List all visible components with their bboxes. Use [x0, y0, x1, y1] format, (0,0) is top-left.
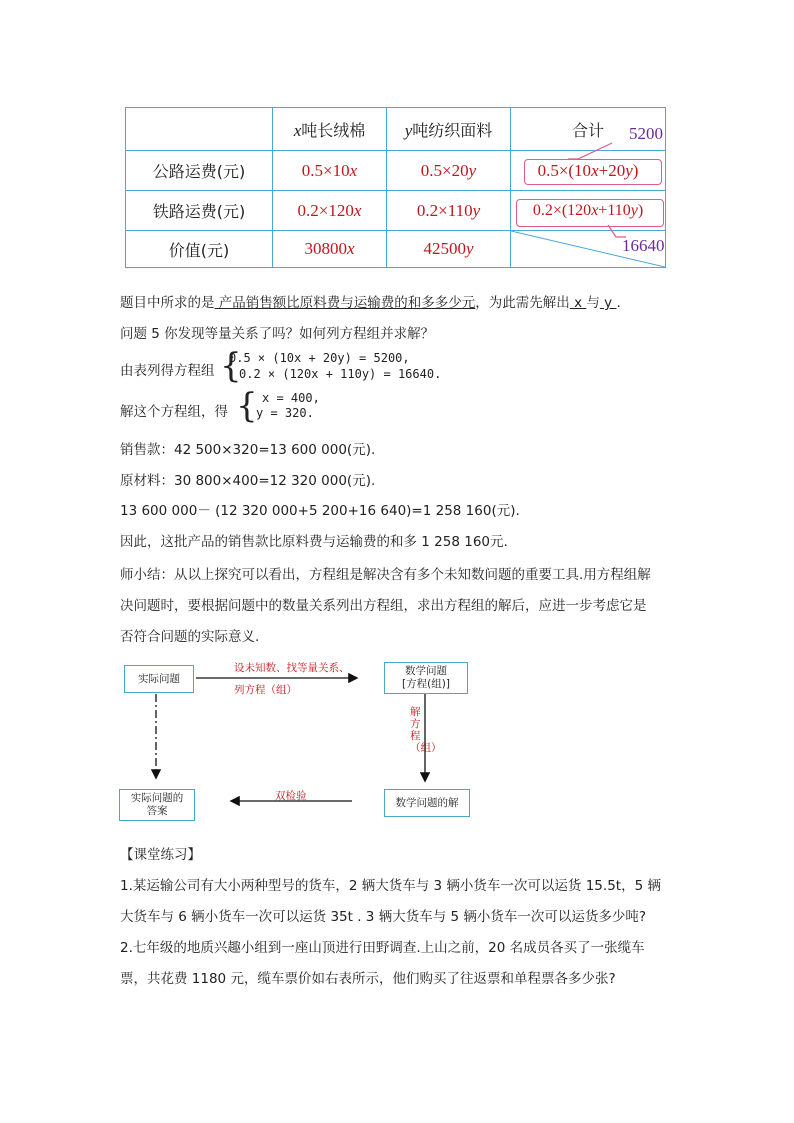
arrow-label-solve: 解方程（组） — [410, 706, 442, 754]
row-label-value: 价值(元) — [126, 231, 273, 268]
cell-highway-total: 0.5×(10x+20y) — [511, 151, 666, 191]
callout-5200: 5200 — [629, 124, 663, 143]
question-5: 问题 5 你发现等量关系了吗？如何列方程组并求解？ — [120, 326, 435, 342]
callout-16640: 16640 — [622, 236, 665, 255]
cell-railway-fabric: 0.2×110y — [387, 191, 511, 231]
exercise-q2-line2: 票，共花费 1180 元，缆车票价如右表所示，他们购买了往返票和单程票各多少张? — [120, 971, 616, 987]
box-math-problem: 数学问题 [方程(组)] — [384, 662, 468, 694]
material-calc: 原材料：30 800×400=12 320 000(元). — [120, 473, 376, 489]
box-math-solution: 数学问题的解 — [384, 789, 470, 817]
cell-value-cotton: 30800x — [273, 231, 387, 268]
row-label-railway: 铁路运费(元) — [126, 191, 273, 231]
header-cotton: x吨长绒棉 — [273, 108, 387, 151]
cell-highway-fabric: 0.5×20y — [387, 151, 511, 191]
solution-label: 解这个方程组，得 — [120, 404, 228, 420]
equation-2: 0.2 × (120x + 110y) = 16640. — [239, 367, 442, 381]
sales-calc: 销售款：42 500×320=13 600 000(元). — [120, 442, 376, 458]
cell-value-fabric: 42500y — [387, 231, 511, 268]
exercise-q2-line1: 2.七年级的地质兴趣小组到一座山顶进行田野调查.上山之前，20 名成员各买了一张缆车 — [120, 940, 645, 956]
solution-brace: { — [236, 386, 258, 426]
summary-line-1: 师小结：从以上探究可以看出，方程组是解决含有多个未知数问题的重要工具.用方程组解 — [120, 567, 651, 583]
equation-system-label: 由表列得方程组 — [120, 363, 215, 379]
arrow-label-list-equations: 列方程（组） — [234, 684, 297, 696]
header-total: 合计 — [511, 108, 666, 151]
box-real-answer: 实际问题的 答案 — [119, 789, 195, 821]
summary-line-2: 决问题时，要根据问题中的数量关系列出方程组，求出方程组的解后，应进一步考虑它是 — [120, 598, 647, 614]
header-fabric: y吨纺织面料 — [387, 108, 511, 151]
cell-highway-cotton: 0.5×10x — [273, 151, 387, 191]
exercise-title: 【课堂练习】 — [120, 847, 201, 863]
row-label-highway: 公路运费(元) — [126, 151, 273, 191]
goal-sentence: 题目中所求的是 产品销售额比原料费与运输费的和多多少元，为此需先解出 x 与 y . — [120, 295, 621, 311]
box-real-problem: 实际问题 — [124, 665, 194, 693]
arrow-label-set-unknowns: 设未知数、找等量关系、 — [234, 662, 350, 674]
difference-calc: 13 600 000－ (12 320 000+5 200+16 640)=1 258 160(元). — [120, 503, 520, 519]
exercise-q1-line1: 1.某运输公司有大小两种型号的货车，2 辆大货车与 3 辆小货车一次可以运货 15.5t，5 辆 — [120, 878, 661, 894]
cell-railway-cotton: 0.2×120x — [273, 191, 387, 231]
exercise-q1-line2: 大货车与 6 辆小货车一次可以运货 35t . 3 辆大货车与 5 辆小货车一次可以运货多少吨? — [120, 909, 647, 925]
summary-line-3: 否符合问题的实际意义. — [120, 629, 260, 645]
solution-y: y = 320. — [256, 406, 314, 420]
equation-brace: { — [220, 346, 242, 386]
arrow-label-double-check: 双检验 — [275, 790, 307, 802]
cell-railway-total: 0.2×(120x+110y) — [511, 191, 666, 231]
equation-1: 0.5 × (10x + 20y) = 5200, — [229, 351, 410, 365]
conclusion: 因此，这批产品的销售款比原料费与运输费的和多 1 258 160元. — [120, 534, 508, 550]
solution-x: x = 400, — [262, 391, 320, 405]
